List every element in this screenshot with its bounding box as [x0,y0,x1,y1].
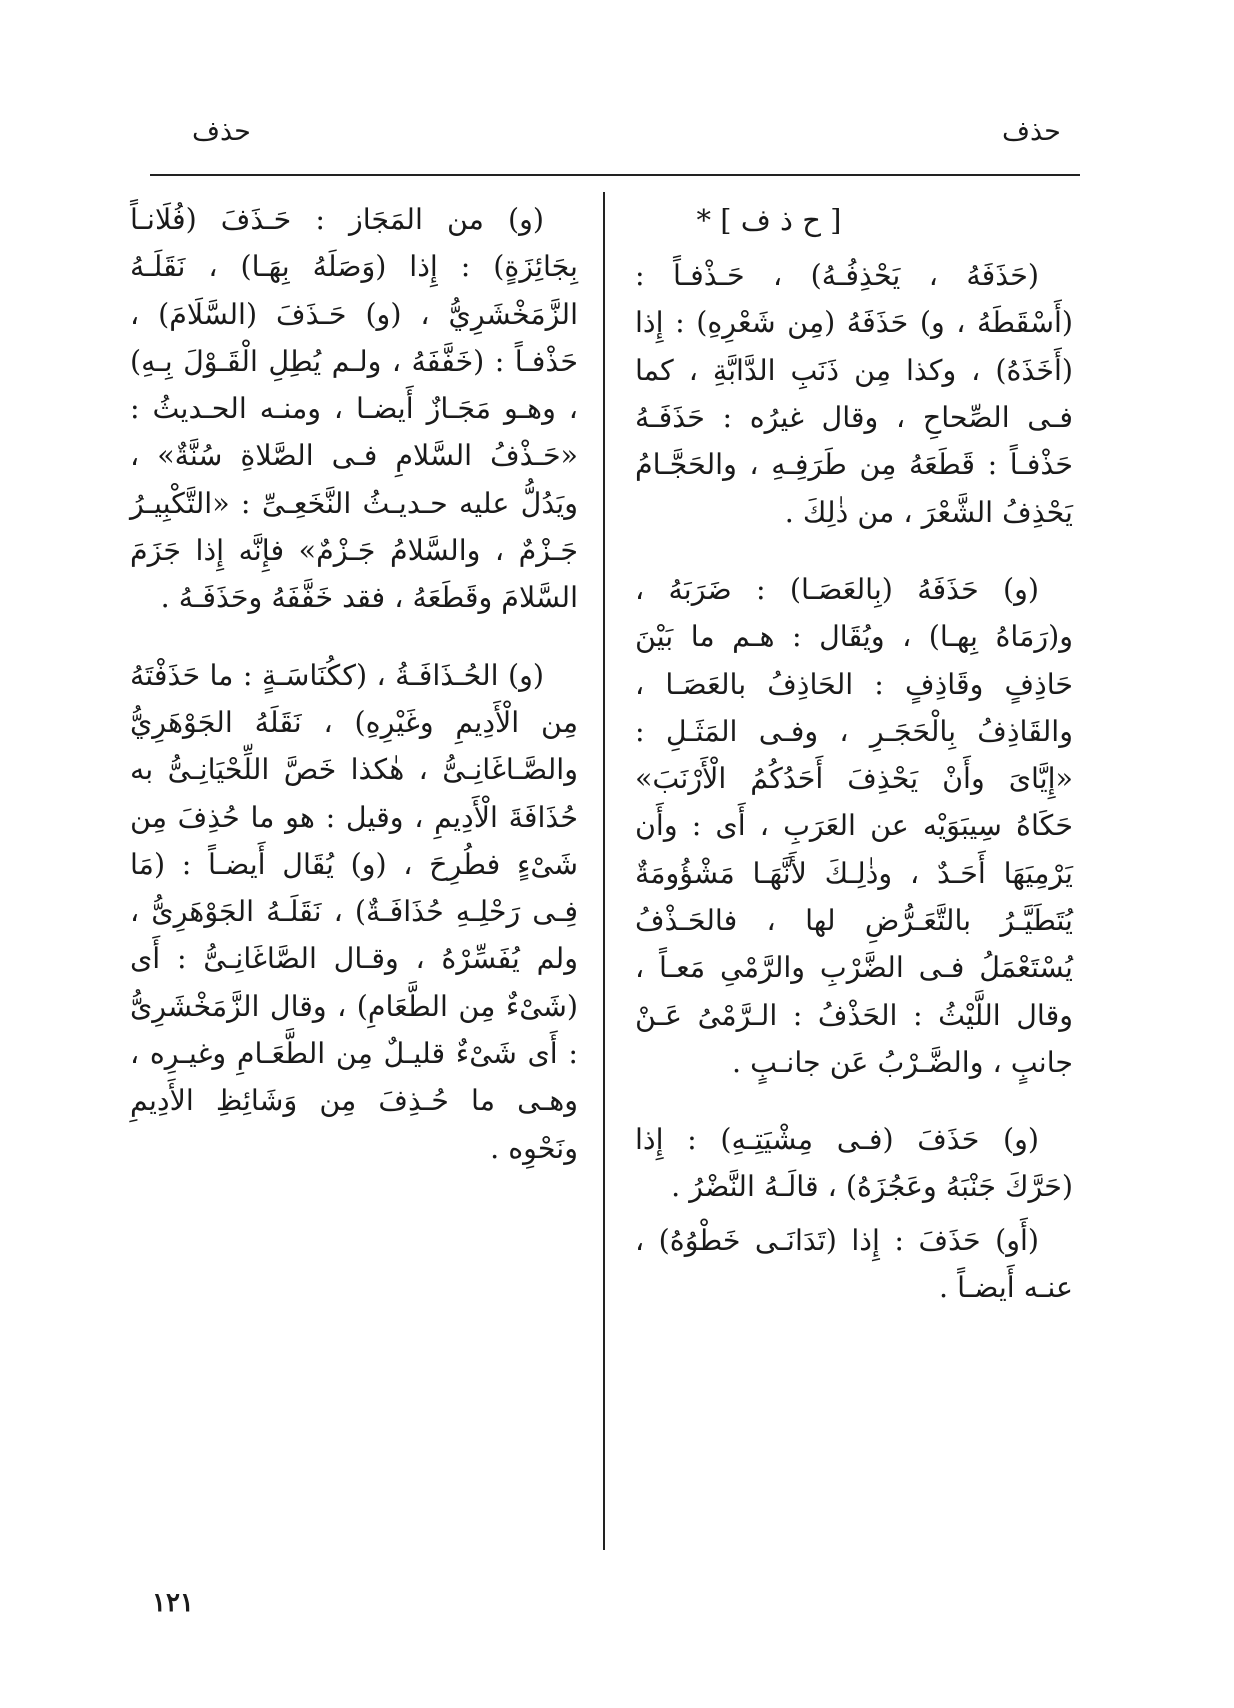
entry-paragraph: (و) حَذَفَهُ (بِالعَصَـا) : ضَرَبَهُ ، و(رَمَاهُ بِهـا) ، ويُقَال : هـم ما بَيْنَ حَاذِفٍ وقَاذِفٍ : الحَاذِفُ بالعَصَـا ، والقَاذِفُ بِالْحَجَـرِ ، وفـى المَثَـلِ : «إِيَّاىَ وأَنْ يَحْذِفَ أَحَدُكُمُ الْأَرْنَبَ» حَكَاهُ سِيبَوَيْه عن العَرَبِ ، أَى : وأَن يَرْمِيَهَا أَحَـدٌ ، وذٰلِـكَ لأَنَّهَـا مَشْؤُومَةٌ يُتَطَيَّـرُ بالتَّعَـرُّضِ لها ، فالحَـذْفُ يُسْتَعْمَلُ فـى الضَّرْبِ والرَّمْىِ مَعـاً ، وقال اللَّيْثُ : الحَذْفُ : الـرَّمْىُ عَـنْ جانبٍ ، والضَّـرْبُ عَن جانـبٍ . [635,572,1073,1079]
entry-paragraph: (حَذَفَهُ ، يَحْذِفُـهُ) ، حَـذْفـاً : (أَسْقَطَهُ ، و) حَذَفَهُ (مِن شَعْرِهِ) : إِذا (أَخَذَهُ) ، وكذا مِن ذَنَبِ الدَّابَّةِ ، كما فـى الصِّحاحِ ، وقال غيرُه : حَذَفَـهُ حَذْفـاً : قَطَعَهُ مِن طَرَفِـهِ ، والحَجَّـامُ يَحْذِفُ الشَّعْرَ ، من ذٰلِكَ . [635,259,1073,529]
running-header-right: حذف [1002,116,1061,147]
entry-paragraph: (و) الحُـذَافَـةُ ، (ككُنَاسَـةٍ : ما حَذَفْتَهُ مِن الْأَدِيمِ وغَيْرِهِ) ، نَقَلَهُ الجَوْهَرِيُّ والصَّـاغَانِـىُّ ، هٰكذا خَصَّ اللِّحْيَانِـىُّ به حُذَافَةَ الْأَدِيمِ ، وقيل : هو ما حُذِفَ مِن شَىْءٍ فطُرِحَ ، (و) يُقَال أَيضـاً : (مَا فِـى رَحْلِـهِ حُذَافَـةٌ) ، نَقَلَـهُ الجَوْهَرِىُّ ، ولم يُفَسِّرْهُ ، وقـال الصَّاغَانِـىُّ : أَى (شَىْءٌ مِن الطَّعَامِ) ، وقال الزَّمَخْشَرِىُّ : أَى شَىْءٌ قليـلٌ مِن الطَّعَـامِ وغيـرِه ، وهـى ما حُـذِفَ مِن وَشَائِظِ الأَدِيمِ ونَحْوِه . [130,658,578,1165]
right-column [635,196,1073,1311]
entry-paragraph: (و) حَذَفَ (فـى مِشْيَتِـهِ) : إِذا (حَرَّكَ جَنْبَهُ وعَجُزَهُ) ، قالَـهُ النَّضْرُ . [635,1123,1073,1204]
entry-heading: [ ح ذ ف ] * [696,203,842,237]
left-column [130,196,578,1172]
entry-paragraph: (و) من المَجَاز : حَـذَفَ (فُلَانـاً بِجَائِزَةٍ) : إِذا (وَصَلَهُ بِهَـا) ، نَقَلَـهُ الزَّمَخْشَرِيُّ ، (و) حَـذَفَ (السَّلَامَ) ، حَذْفـاً : (خَفَّفَهُ ، ولـم يُطِلِ الْقَـوْلَ بِـهِ) ، وهـو مَجَـازٌ أَيضـا ، ومنـه الحـديثُ : «حَـذْفُ السَّلامِ فـى الصَّلاةِ سُنَّةٌ» ، ويَدُلُّ عليه حـديـثُ النَّخَعِـىِّ : «التَّكْبِيـرُ جَـزْمٌ ، والسَّلامُ جَـزْمٌ» فإِنَّه إِذا جَزَمَ السَّلامَ وقَطَعَهُ ، فقد خَفَّفَهُ وحَذَفَـهُ . [130,203,578,615]
column-divider [603,192,605,1550]
running-header-left: حذف [192,116,251,147]
entry-paragraph: (أَو) حَذَفَ : إِذا (تَدَانَـى خَطْوُهُ) ، عنـه أَيضـاً . [635,1223,1073,1305]
page-number: ١٢١ [152,1588,194,1618]
header-rule [150,174,1080,176]
